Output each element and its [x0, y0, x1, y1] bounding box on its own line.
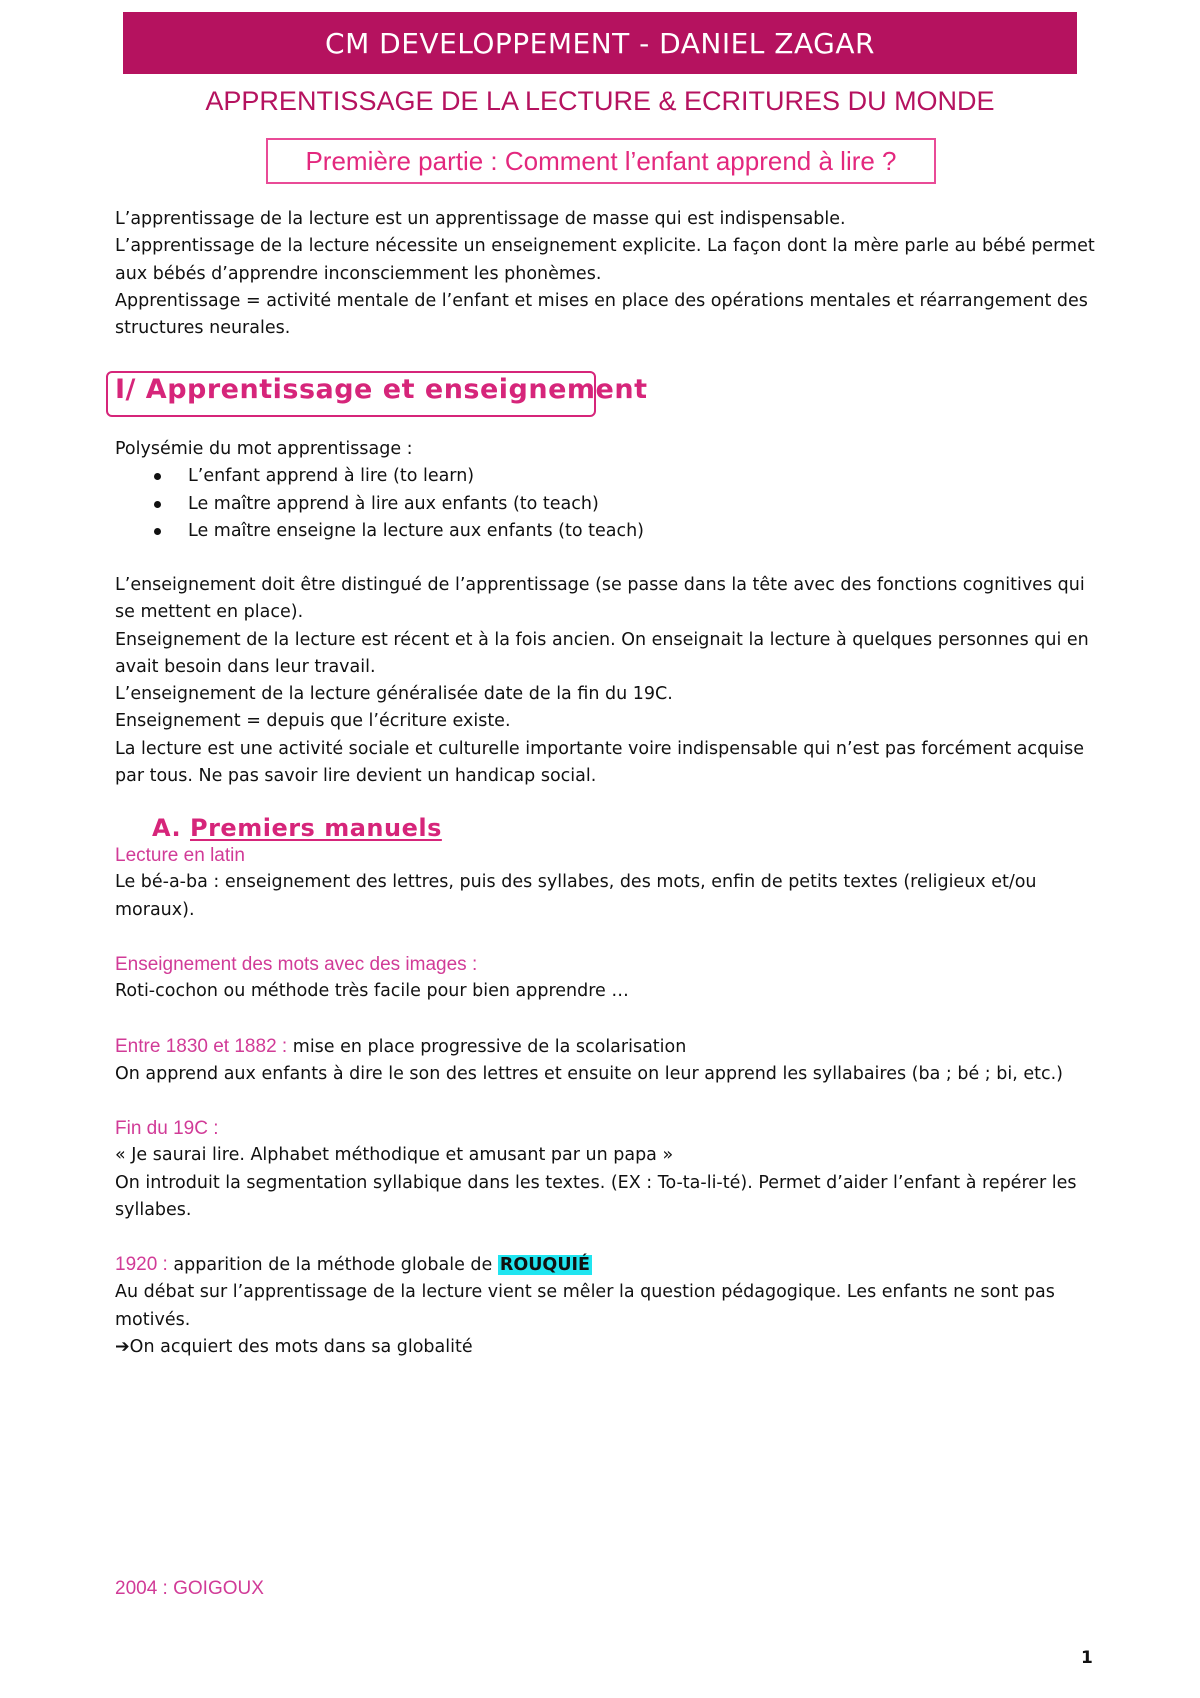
latin-label: Lecture en latin [115, 845, 245, 866]
paragraph: Enseignement = depuis que l’écriture existe. [115, 711, 511, 732]
period-block [115, 1033, 1095, 1089]
intro-line: L’apprentissage de la lecture est un apprentissage de masse qui est indispensable. [115, 209, 846, 229]
intro-paragraphs [115, 206, 1095, 342]
bullet-dot [154, 473, 161, 480]
latin-block [115, 842, 1095, 924]
y1920-text-3: On acquiert des mots dans sa globalité [129, 1336, 473, 1357]
subsection-heading [152, 814, 442, 842]
end19-block [115, 1115, 1095, 1224]
intro-line: Apprentissage = activité mentale de l’enfant et mises en place des opérations mentales et réarrangement des structures neurales. [115, 290, 1088, 339]
right-arrow-icon: ➔ [115, 1336, 130, 1357]
section-heading: I/ Apprentissage et enseignement [115, 374, 648, 405]
part-title-box [266, 138, 936, 184]
period-label: Entre 1830 et 1882 : [115, 1036, 288, 1057]
paragraph: La lecture est une activité sociale et culturelle importante voire indispensable qui n’est pas forcément acquise par tous. Ne pas savoir lire devient un handicap social. [115, 738, 1085, 787]
course-banner: CM DEVELOPPEMENT - DANIEL ZAGAR [123, 12, 1077, 74]
subsection-title: Premiers manuels [190, 814, 442, 842]
intro-line: L’apprentissage de la lecture nécessite un enseignement explicite. La façon dont la mère parle au bébé permet aux bébés d’apprendre inconsciemment les phonèmes. [115, 236, 1095, 284]
list-item: L’enfant apprend à lire (to learn) [115, 463, 1095, 490]
end19-label: Fin du 19C : [115, 1118, 219, 1139]
highlighted-name: ROUQUIÉ [499, 1255, 590, 1275]
paragraph: L’enseignement de la lecture généralisée date de la fin du 19C. [115, 684, 673, 705]
y1920-block [115, 1251, 1095, 1361]
footer-note: 2004 : GOIGOUX [115, 1578, 264, 1599]
latin-text: Le bé-a-ba : enseignement des lettres, puis des syllabes, des mots, enfin de petits textes (religieux et/ou moraux). [115, 872, 1037, 920]
course-subtitle: APPRENTISSAGE DE LA LECTURE & ECRITURES DU MONDE [205, 86, 995, 116]
period-text: mise en place progressive de la scolarisation [292, 1037, 687, 1057]
page-number: 1 [1081, 1648, 1093, 1668]
bullet-dot [154, 501, 161, 508]
paragraph: L’enseignement doit être distingué de l’apprentissage (se passe dans la tête avec des fonctions cognitives qui se mettent en place). [115, 575, 1085, 623]
list-item: Le maître enseigne la lecture aux enfants (to teach) [115, 518, 1095, 545]
end19-text-2: On introduit la segmentation syllabique dans les textes. (EX : To-ta-li-té). Permet d’aider l’enfant à repérer les syllabes. [115, 1172, 1077, 1220]
teaching-paragraphs [115, 572, 1095, 790]
y1920-text: apparition de la méthode globale de [173, 1255, 493, 1275]
images-text: Roti-cochon ou méthode très facile pour bien apprendre … [115, 981, 629, 1002]
paragraph: Enseignement de la lecture est récent et à la fois ancien. On enseignait la lecture à quelques personnes qui en avait besoin dans leur travail. [115, 629, 1089, 677]
polysemy-label: Polysémie du mot apprentissage : [115, 439, 413, 459]
bullet-dot [154, 528, 161, 535]
part-title: Première partie : Comment l’enfant apprend à lire ? [305, 145, 897, 176]
images-label: Enseignement des mots avec des images : [115, 954, 478, 975]
polysemy-block [115, 436, 1095, 545]
list-item: Le maître apprend à lire aux enfants (to teach) [115, 491, 1095, 518]
y1920-text-2: Au débat sur l’apprentissage de la lecture vient se mêler la question pédagogique. Les enfants ne sont pas motivés. [115, 1282, 1055, 1330]
subsection-letter: A. [152, 814, 182, 842]
polysemy-list [115, 463, 1095, 545]
y1920-label: 1920 : [115, 1254, 168, 1275]
period-text-2: On apprend aux enfants à dire le son des lettres et ensuite on leur apprend les syllabaires (ba ; bé ; bi, etc.) [115, 1064, 1063, 1085]
end19-text-1: « Je saurai lire. Alphabet méthodique et amusant par un papa » [115, 1145, 674, 1166]
images-block [115, 951, 1095, 1006]
